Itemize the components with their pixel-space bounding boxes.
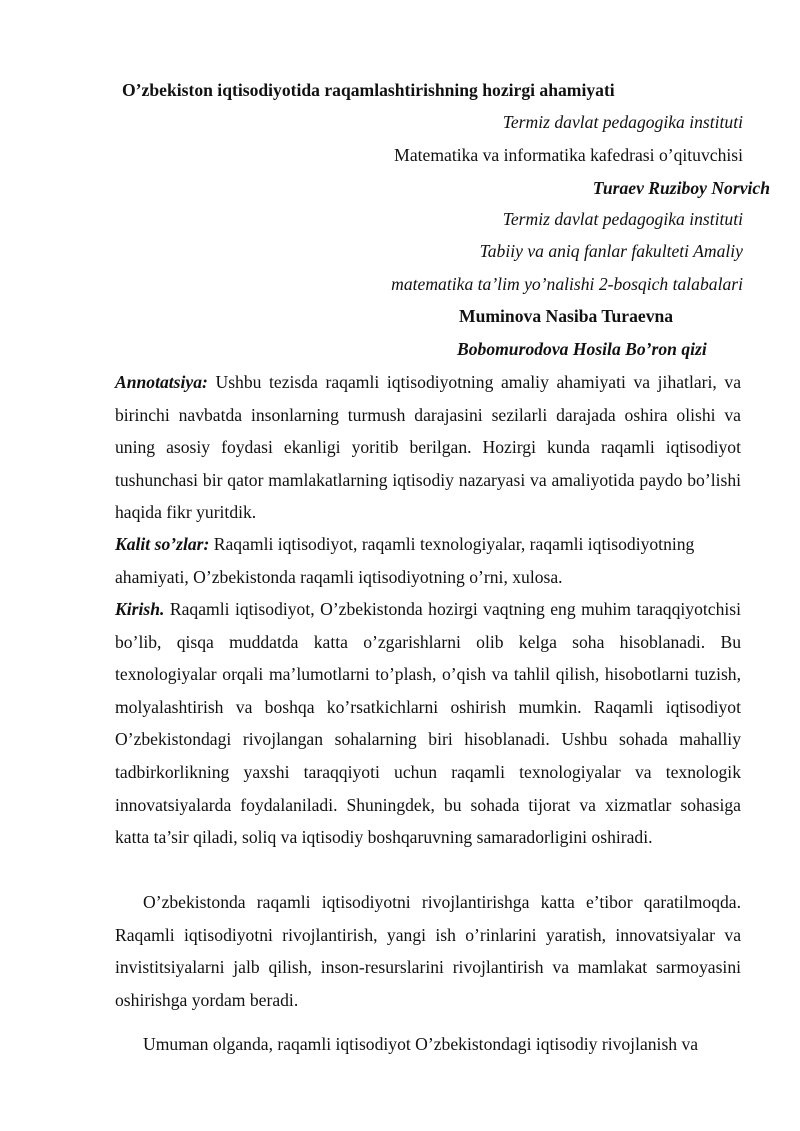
- annotation-text: Ushbu tezisda raqamli iqtisodiyotning amaliy ahamiyati va jihatlari, va birinchi navbatda insonlarning turmush darajasini sezilarli darajada oshira olishi va uning asosiy foydasi ekanligi yoritib berilgan. Hozirgi kunda raqamli iqtisodiyot tushunchasi bir qator mamlakatlarning iqtisodiy nazaryasi va amaliyotida paydo bo’lishi haqida fikr yuritdik.: [115, 372, 741, 523]
- intro-paragraph: [115, 593, 741, 854]
- institute-1: Termiz davlat pedagogika instituti: [502, 112, 743, 132]
- department: Matematika va informatika kafedrasi o’qituvchisi: [394, 145, 743, 165]
- intro-text: Raqamli iqtisodiyot, O’zbekistonda hozirgi vaqtning eng muhim taraqqiyotchisi bo’lib, qisqa muddatda katta o’zgarishlarni olib kelga soha hisoblanadi. Bu texnologiyalar orqali ma’lumotlarni to’plash, o’qish va tahlil qilish, hisobotlarni tuzish, molyalashtirish va boshqa ko’rsatkichlarni oshirish mumkin. Raqamli iqtisodiyot O’zbekistondagi rivojlangan sohalarning biri hisoblanadi. Ushbu sohada mahalliy tadbirkorlikning yaxshi taraqqiyoti uchun raqamli texnologiyalar va texnologik innovatsiyalarda foydalaniladi. Shuningdek, bu sohada tijorat va xizmatlar sohasiga katta ta’sir qiladi, soliq va iqtisodiy boshqaruvning samaradorligini oshiradi.: [115, 599, 741, 848]
- institute-2: Termiz davlat pedagogika instituti: [502, 209, 743, 229]
- faculty-line-1: Tabiiy va aniq fanlar fakulteti Amaliy: [479, 241, 743, 261]
- author-2: Muminova Nasiba Turaevna: [459, 306, 674, 326]
- keywords-paragraph: [115, 528, 741, 593]
- body-paragraph-3: Umuman olganda, raqamli iqtisodiyot O’zbekistondagi iqtisodiy rivojlanish va: [143, 1034, 699, 1054]
- body-paragraph-2: O’zbekistonda raqamli iqtisodiyotni rivojlantirishga katta e’tibor qaratilmoqda. Raqamli iqtisodiyotni rivojlantirish, yangi ish o’rinlarini yaratish, innovatsiyalar va invistitsiyalarni jalb qilish, inson-resurslarini rivojlantirish va mamlakat sarmoyasini oshirishga yordam beradi.: [115, 892, 741, 1010]
- author-1: Turaev Ruziboy Norvich: [592, 178, 770, 198]
- author-3: Bobomurodova Hosila Bo’ron qizi: [457, 339, 707, 359]
- faculty-line-2: matematika ta’lim yo’nalishi 2-bosqich talabalari: [391, 274, 743, 294]
- keywords-label: Kalit so’zlar:: [115, 534, 210, 554]
- annotation-label: Annotatsiya:: [115, 372, 208, 392]
- annotation-paragraph: [115, 366, 741, 529]
- keywords-text: Raqamli iqtisodiyot, raqamli texnologiyalar, raqamli iqtisodiyotning ahamiyati, O’zbekistonda raqamli iqtisodiyotning o’rni, xulosa.: [115, 534, 695, 587]
- intro-label: Kirish.: [115, 599, 165, 619]
- paper-title: O’zbekiston iqtisodiyotida raqamlashtirishning hozirgi ahamiyati: [122, 80, 615, 100]
